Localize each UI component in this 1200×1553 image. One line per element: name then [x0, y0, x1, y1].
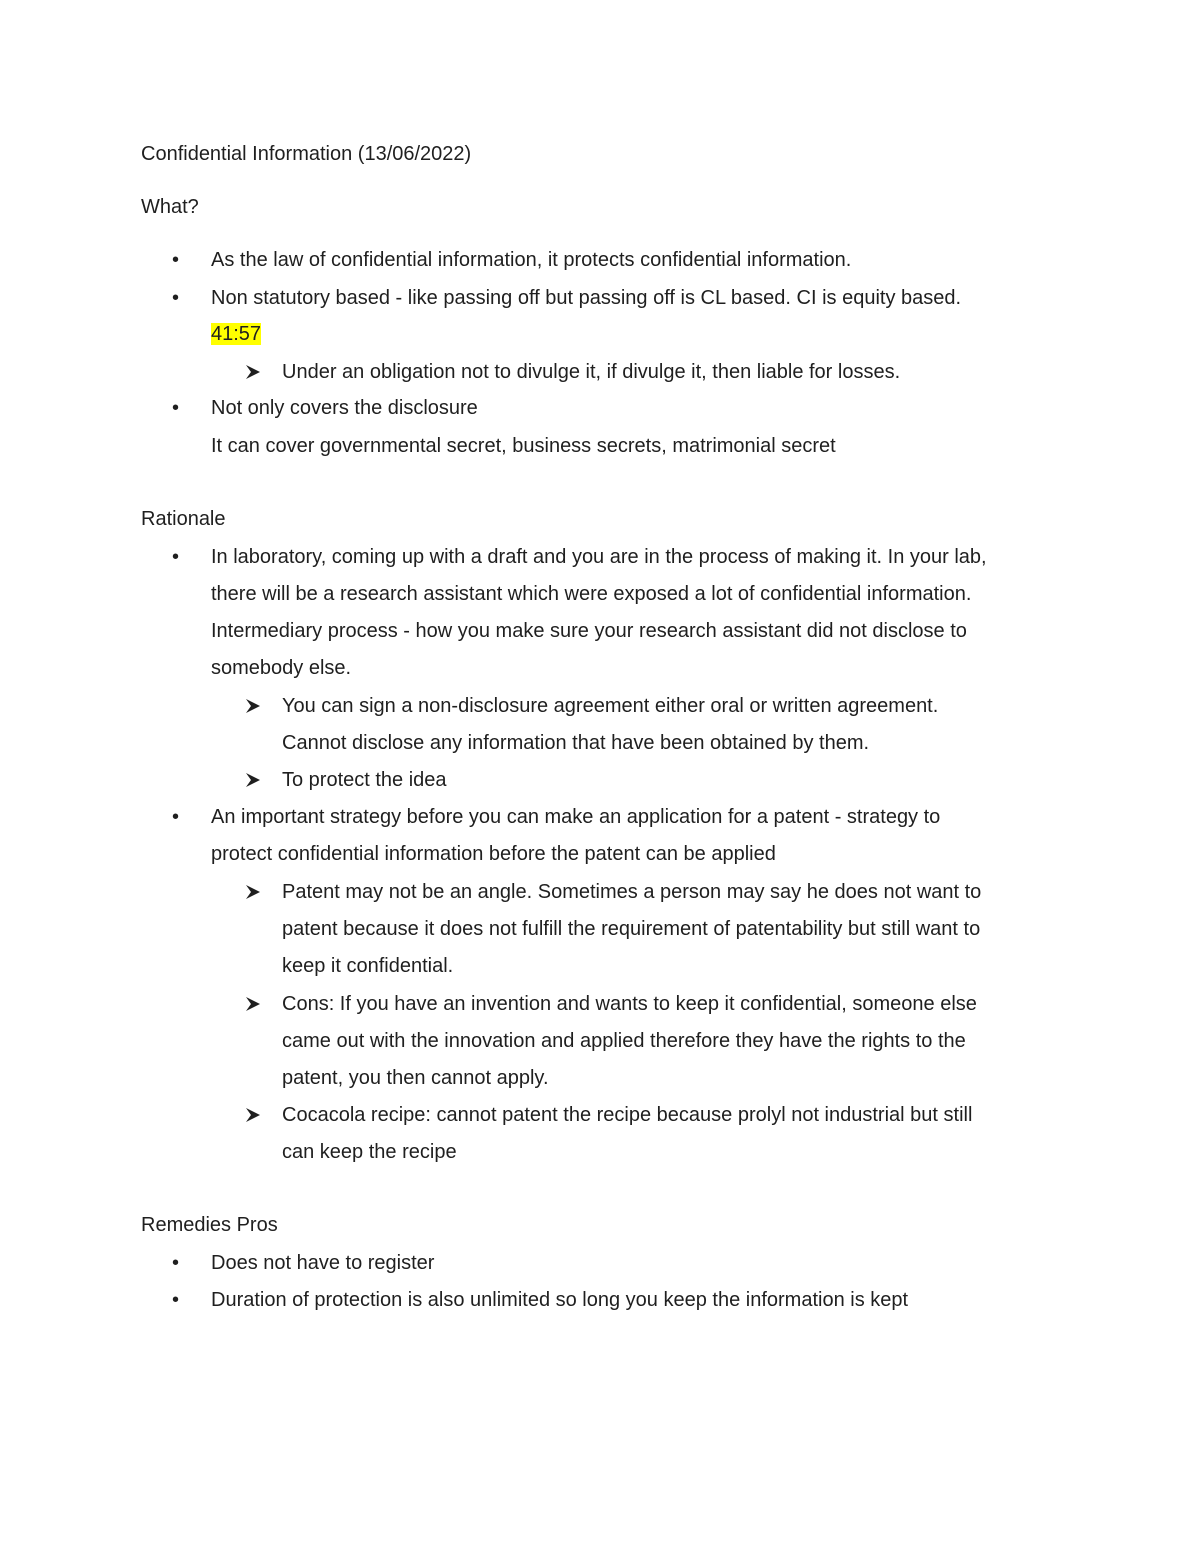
list-item: Non statutory based - like passing off but passing off is CL based. CI is equity based.: [211, 287, 962, 309]
sub-list-item-continuation: can keep the recipe: [282, 1141, 457, 1163]
bullet-dot-icon: •: [172, 397, 180, 419]
sub-list-item-continuation: patent, you then cannot apply.: [282, 1067, 549, 1089]
list-item: Not only covers the disclosure: [211, 397, 478, 419]
sub-list-item: Under an obligation not to divulge it, if divulge it, then liable for losses.: [282, 361, 901, 383]
list-item: As the law of confidential information, it protects confidential information.: [211, 249, 852, 271]
list-item-continuation: Intermediary process - how you make sure your research assistant did not disclose to: [211, 620, 967, 642]
sub-list-item: Patent may not be an angle. Sometimes a person may say he does not want to: [282, 881, 982, 903]
bullet-dot-icon: •: [172, 806, 180, 828]
arrow-bullet-icon: [245, 880, 265, 900]
sub-list-item-continuation: Cannot disclose any information that have been obtained by them.: [282, 732, 870, 754]
timestamp-highlight: [211, 322, 261, 346]
sub-list-item-continuation: patent because it does not fulfill the requirement of patentability but still want to: [282, 918, 981, 940]
list-item: In laboratory, coming up with a draft and you are in the process of making it. In your lab,: [211, 546, 987, 568]
list-item: An important strategy before you can make an application for a patent - strategy to: [211, 806, 941, 828]
arrow-bullet-icon: [245, 768, 265, 788]
list-item-continuation: It can cover governmental secret, business secrets, matrimonial secret: [211, 435, 836, 457]
list-item: Does not have to register: [211, 1252, 435, 1274]
sub-list-item-continuation: came out with the innovation and applied therefore they have the rights to the: [282, 1030, 966, 1052]
bullet-dot-icon: •: [172, 249, 180, 271]
section-heading-remedies: Remedies Pros: [141, 1214, 278, 1236]
arrow-bullet-icon: [245, 1103, 265, 1123]
bullet-dot-icon: •: [172, 1289, 180, 1311]
arrow-bullet-icon: [245, 360, 265, 380]
bullet-dot-icon: •: [172, 287, 180, 309]
sub-list-item: Cons: If you have an invention and wants to keep it confidential, someone else: [282, 993, 977, 1015]
sub-list-item: You can sign a non-disclosure agreement either oral or written agreement.: [282, 695, 939, 717]
arrow-bullet-icon: [245, 992, 265, 1012]
document-title: Confidential Information (13/06/2022): [141, 143, 472, 165]
arrow-bullet-icon: [245, 694, 265, 714]
bullet-dot-icon: •: [172, 1252, 180, 1274]
section-heading-rationale: Rationale: [141, 508, 226, 530]
sub-list-item: To protect the idea: [282, 769, 447, 791]
section-heading-what: What?: [141, 196, 199, 218]
bullet-dot-icon: •: [172, 546, 180, 568]
sub-list-item-continuation: keep it confidential.: [282, 955, 454, 977]
highlighted-timestamp: 41:57: [211, 323, 262, 345]
list-item: Duration of protection is also unlimited so long you keep the information is kept: [211, 1289, 909, 1311]
list-item-continuation: there will be a research assistant which were exposed a lot of confidential information.: [211, 583, 972, 605]
list-item-continuation: somebody else.: [211, 657, 352, 679]
sub-list-item: Cocacola recipe: cannot patent the recipe because prolyl not industrial but still: [282, 1104, 973, 1126]
list-item-continuation: protect confidential information before the patent can be applied: [211, 843, 776, 865]
